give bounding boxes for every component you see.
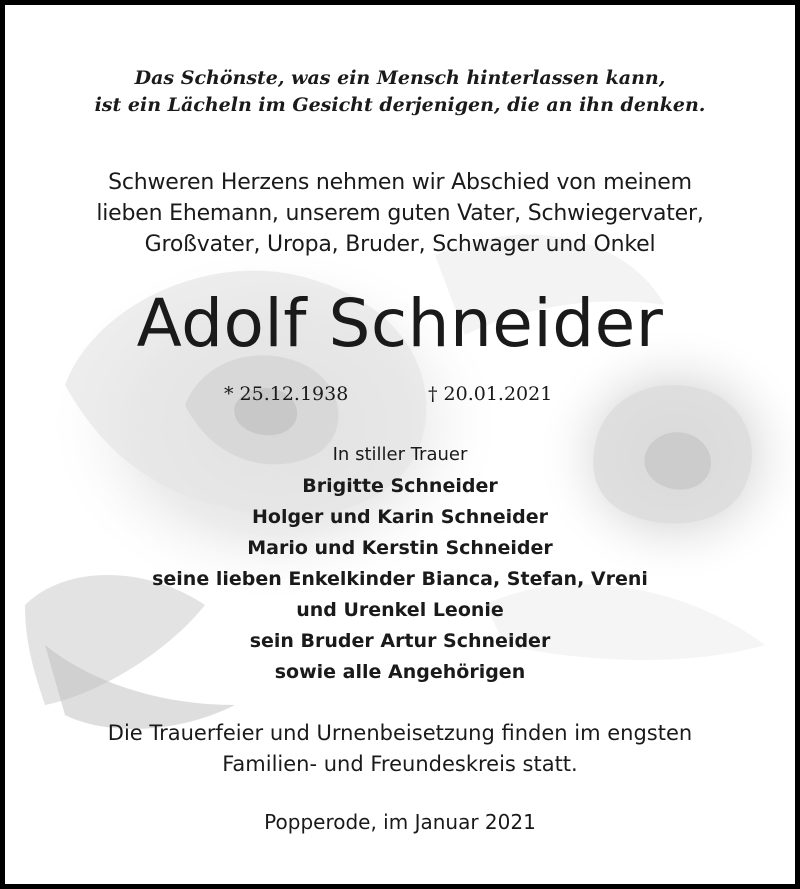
- mourner-entry: Holger und Karin Schneider: [251, 506, 549, 528]
- mourners-list: [5, 471, 795, 688]
- ceremony-line: Die Trauerfeier und Urnenbeisetzung finden im engsten: [107, 721, 693, 745]
- place-and-date: Popperode, im Januar 2021: [264, 810, 536, 834]
- mourner-entry: sein Bruder Artur Schneider: [249, 630, 551, 652]
- deceased-name: Adolf Schneider: [136, 285, 664, 362]
- ceremony-line: Familien- und Freundeskreis statt.: [222, 752, 578, 776]
- birth-date: * 25.12.1938: [224, 383, 349, 405]
- motto-line: Das Schönste, was ein Mensch hinterlassen kann,: [134, 67, 666, 89]
- ceremony-notice: [5, 718, 795, 780]
- intro-line: Schweren Herzens nehmen wir Abschied von meinem: [108, 170, 692, 195]
- mourner-entry: Brigitte Schneider: [302, 475, 498, 497]
- obituary-content: [5, 5, 795, 884]
- mourner-entry: seine lieben Enkelkinder Bianca, Stefan, Vreni: [152, 568, 648, 590]
- mourner-entry: Mario und Kerstin Schneider: [247, 537, 553, 559]
- death-date: † 20.01.2021: [428, 383, 553, 405]
- motto-quote: [5, 65, 795, 119]
- intro-line: Großvater, Uropa, Bruder, Schwager und Onkel: [144, 232, 656, 257]
- mourner-entry: und Urenkel Leonie: [296, 599, 504, 621]
- intro-line: lieben Ehemann, unserem guten Vater, Schwiegervater,: [96, 201, 704, 226]
- mourning-intro: In stiller Trauer: [332, 444, 468, 465]
- mourner-entry: sowie alle Angehörigen: [274, 661, 526, 683]
- motto-line: ist ein Lächeln im Gesicht derjenigen, die an ihn denken.: [94, 94, 706, 116]
- farewell-intro: [5, 167, 795, 260]
